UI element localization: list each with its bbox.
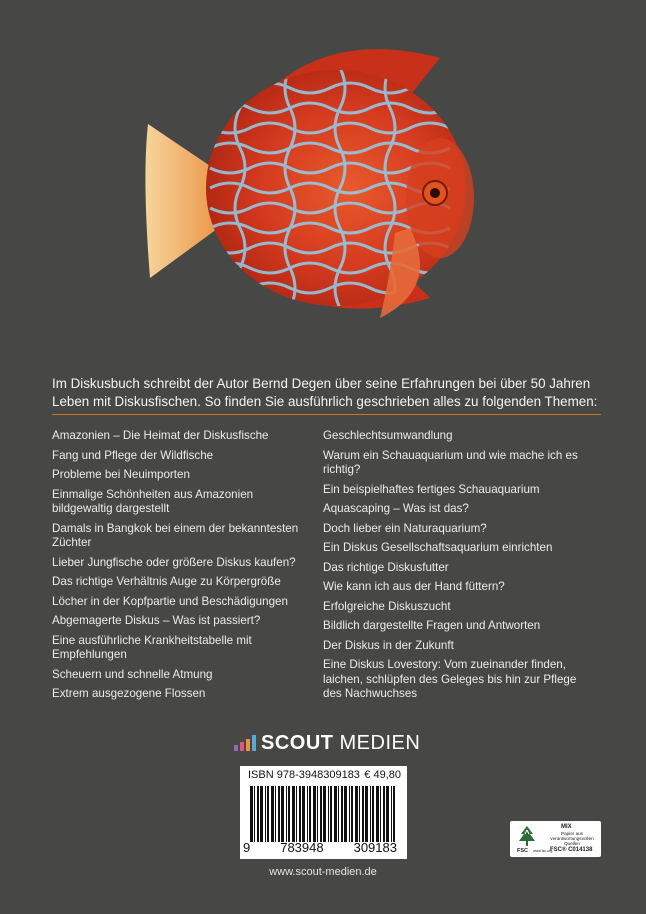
barcode-bar — [271, 786, 274, 842]
barcode-digit-group-1: 783948 — [280, 840, 324, 855]
fsc-text: Papier aus verantwortungsvollen Quellen — [550, 831, 594, 847]
fsc-www: www.fsc.org — [533, 849, 553, 853]
list-item: Wie kann ich aus der Hand füttern? — [323, 580, 505, 593]
list-item: Ein Diskus Gesellschaftsaquarium einrichten — [323, 541, 553, 554]
barcode-bar — [278, 786, 280, 842]
barcode-digit-group-2: 309183 — [353, 840, 397, 855]
barcode-bar — [372, 786, 374, 842]
barcode-digit-first: 9 — [243, 840, 251, 855]
barcode-bar — [313, 786, 316, 842]
intro-line-2: Leben mit Diskusfischen. So finden Sie ausführlich geschrieben alles zu folgenden Themen: — [52, 394, 598, 409]
barcode-lines — [250, 786, 397, 842]
barcode-bar — [275, 786, 276, 842]
barcode-bar — [328, 786, 329, 842]
list-item: Warum ein Schauaquarium und wie mache ich es richtig? — [323, 448, 578, 476]
barcode-bar — [370, 786, 371, 842]
barcode-bar — [391, 786, 392, 842]
fsc-tree-icon — [515, 824, 539, 848]
isbn-barcode — [240, 766, 407, 859]
barcode-bar — [323, 786, 326, 842]
barcode-bar — [317, 786, 318, 842]
price-text: € 49,80 — [364, 769, 401, 781]
barcode-bar — [362, 786, 364, 842]
barcode-bar — [365, 786, 368, 842]
barcode-bar — [260, 786, 263, 842]
barcode-bar — [286, 786, 287, 842]
barcode-bar — [254, 786, 255, 842]
barcode-bar — [281, 786, 284, 842]
barcode-bar — [338, 786, 339, 842]
list-item: Lieber Jungfische oder größere Diskus kaufen? — [52, 555, 296, 569]
list-item: Fang und Pflege der Wildfische — [52, 448, 214, 462]
barcode-bar — [288, 786, 290, 842]
topics-left-list — [52, 429, 312, 707]
list-item: Doch lieber ein Naturaquarium? — [323, 521, 487, 535]
publisher-url[interactable]: www.scout-medien.de — [269, 866, 377, 878]
list-item: Damals in Bangkok bei einem der bekanntesten Züchter — [52, 521, 299, 549]
topics-right-list — [323, 429, 578, 707]
publisher-name-light: MEDIEN — [339, 731, 421, 754]
barcode-bar — [296, 786, 297, 842]
scout-logo-bars-icon — [234, 735, 256, 751]
fsc-label-text: FSC — [517, 848, 528, 854]
barcode-bar — [302, 786, 305, 842]
list-item: Einmalige Schönheiten aus Amazonien bildgewaltig dargestellt — [52, 487, 254, 515]
list-item: Der Diskus in der Zukunft — [323, 638, 454, 652]
list-item: Aquascaping – Was ist das? — [323, 502, 469, 515]
fsc-label — [510, 821, 601, 857]
barcode-bar — [393, 786, 395, 842]
list-item: Eine Diskus Lovestory: Vom zueinander finden, laichen, schlüpfen des Geleges bis hin zur Pflege des Nachwuchses — [323, 658, 577, 700]
list-item: Probleme bei Neuimporten — [52, 468, 190, 481]
barcode-bar — [344, 786, 347, 842]
barcode-bar — [250, 786, 253, 842]
publisher-name-bold: SCOUT — [261, 731, 334, 754]
barcode-bar — [341, 786, 343, 842]
list-item: Erfolgreiche Diskuszucht — [323, 599, 451, 613]
list-item: Abgemagerte Diskus – Was ist passiert? — [52, 614, 261, 627]
list-item: Extrem ausgezogene Flossen — [52, 687, 206, 700]
barcode-bar — [383, 786, 385, 842]
barcode-bar — [265, 786, 266, 842]
barcode-bar — [307, 786, 308, 842]
isbn-text: ISBN 978-3948309183 — [248, 769, 360, 781]
intro-line-1: Im Diskusbuch schreibt der Autor Bernd Degen über seine Erfahrungen bei über 50 Jahren — [52, 376, 591, 391]
barcode-bar — [380, 786, 381, 842]
barcode-bar — [330, 786, 332, 842]
barcode-bar — [299, 786, 301, 842]
barcode-bar — [386, 786, 389, 842]
list-item: Scheuern und schnelle Atmung — [52, 667, 213, 681]
publisher-logo — [234, 731, 420, 755]
fsc-code: FSC® C014138 — [550, 847, 593, 853]
barcode-bar — [351, 786, 353, 842]
list-item: Eine ausführliche Krankheitstabelle mit Empfehlungen — [52, 633, 252, 661]
list-item: Bildlich dargestellte Fragen und Antworten — [323, 619, 541, 632]
list-item: Das richtige Verhältnis Auge zu Körpergröße — [52, 575, 281, 588]
barcode-bar — [257, 786, 259, 842]
list-item: Das richtige Diskusfutter — [323, 560, 449, 574]
barcode-bar — [267, 786, 269, 842]
barcode-bar — [309, 786, 311, 842]
divider-rule — [52, 414, 601, 415]
barcode-bar — [292, 786, 295, 842]
discus-fish-image — [140, 28, 500, 328]
barcode-bar — [376, 786, 379, 842]
barcode-bar — [320, 786, 322, 842]
list-item: Löcher in der Kopfpartie und Beschädigungen — [52, 594, 288, 608]
barcode-bar — [355, 786, 358, 842]
fsc-mix: MIX — [561, 824, 572, 830]
barcode-bar — [349, 786, 350, 842]
list-item: Geschlechtsumwandlung — [323, 429, 453, 442]
barcode-bar — [359, 786, 360, 842]
list-item: Amazonien – Die Heimat der Diskusfische — [52, 429, 269, 442]
barcode-bar — [334, 786, 337, 842]
intro-text — [52, 375, 612, 411]
list-item: Ein beispielhaftes fertiges Schauaquarium — [323, 482, 540, 496]
